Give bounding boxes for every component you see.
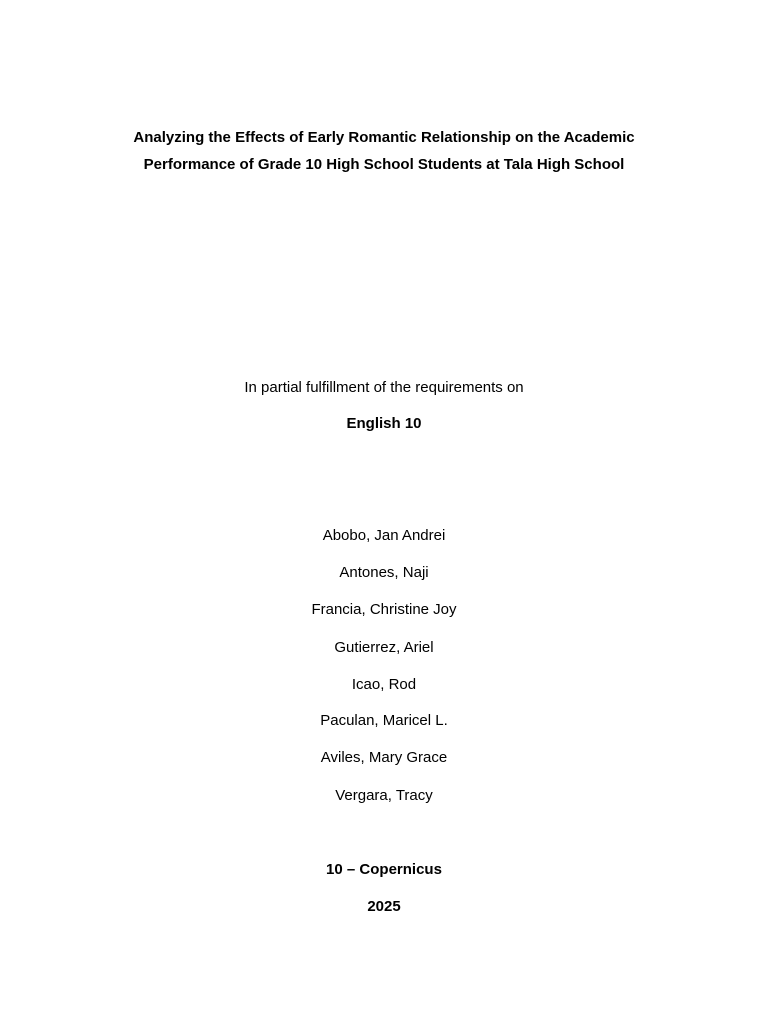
section-name: 10 – Copernicus [326, 861, 442, 878]
fulfillment-text: In partial fulfillment of the requirements on [244, 379, 524, 396]
author-name: Icao, Rod [351, 676, 417, 693]
author-name: Antones, Naji [339, 564, 429, 581]
subject-name: English 10 [346, 415, 422, 432]
author-name: Vergara, Tracy [335, 787, 433, 804]
author-name: Francia, Christine Joy [311, 601, 457, 618]
author-name: Abobo, Jan Andrei [322, 527, 446, 544]
author-name: Gutierrez, Ariel [334, 639, 434, 656]
title-line-1: Analyzing the Effects of Early Romantic Relationship on the Academic [133, 129, 635, 146]
year: 2025 [367, 898, 401, 915]
author-name: Paculan, Maricel L. [320, 712, 448, 729]
author-name: Aviles, Mary Grace [320, 749, 448, 766]
title-line-2: Performance of Grade 10 High School Students at Tala High School [143, 156, 625, 173]
